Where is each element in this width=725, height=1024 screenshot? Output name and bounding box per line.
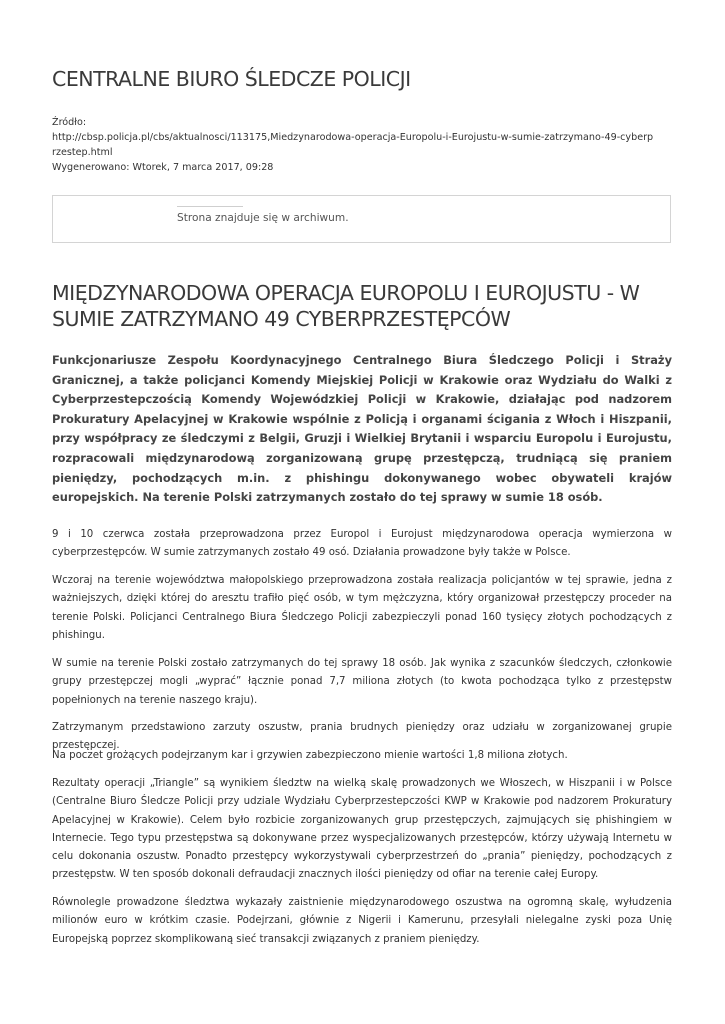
article-paragraph: Równolegle prowadzone śledztwa wykazały zaistnienie międzynarodowego oszustwa na ogromną skalę, wyłudzenia milionów euro w krótkim czasie. Podejrzani, głównie z Nigerii i Kamerunu, przesyłali nielegalne zyski poza Unię Europejską poprzez skomplikowaną sieć transakcji związanych z praniem pieniędzy. [52,897,672,945]
article-paragraph: Rezultaty operacji „Triangle” są wynikiem śledztw na wielką skalę prowadzonych we Włoszech, w Hiszpanii i w Polsce (Centralne Biuro Śledcze Policji przy udziale Wydziału Cyberprzestepczości KWP w Krakowie pod nadzorem Prokuratury Apelacyjnej w Krakowie). Celem było rozbicie zorganizowanych grup przestępczych, zajmujących się phishingiem w Internecie. Tego typu przestępstwa są dokonywane przez wyspecjalizowanych przestępców, którzy używają Internetu w celu dokonania oszustw. Ponadto przestępcy wykorzystywali cyberprzestrzeń do „prania” pieniędzy, pochodzących z przestępstw. W ten sposób dokonali defraudacji znacznych ilości pieniędzy od ofiar na terenie całej Europy. [52,778,672,881]
source-label: Źródło: [52,117,87,128]
site-title: CENTRALNE BIURO ŚLEDCZE POLICJI [52,67,411,91]
article-title: MIĘDZYNARODOWA OPERACJA EUROPOLU I EUROJUSTU - W SUMIE ZATRZYMANO 49 CYBERPRZESTĘPCÓW [52,281,640,331]
article-lead: Funkcjonariusze Zespołu Koordynacyjnego Centralnego Biura Śledczego Policji i Straży Granicznej, a także policjanci Komendy Miejskiej Policji w Krakowie oraz Wydziału do Walki z Cyberprzestepczością Komendy Wojewódzkiej Policji w Krakowie, działając pod nadzorem Prokuratury Apelacyjnej w Krakowie wspólnie z Policją i organami ścigania z Włoch i Hiszpanii, przy współpracy ze śledczymi z Belgii, Gruzji i Wielkiej Brytanii i wsparciu Europolu i Eurojustu, rozpracowali międzynarodową zorganizowaną grupę przestępczą, trudniącą się praniem pieniędzy, pochodzących m.in. z phishingu dokonywanego wobec obywateli krajów europejskich. Na terenie Polski zatrzymanych zostało do tej sprawy w sumie 18 osób. [52,353,672,505]
article-paragraph: 9 i 10 czerwca została przeprowadzona przez Europol i Eurojust międzynarodowa operacja wymierzona w cyberprzestępców. W sumie zatrzymanych zostało 49 osó. Działania prowadzone były także w Polsce. [52,529,672,559]
generated-date: Wygenerowano: Wtorek, 7 marca 2017, 09:28 [52,162,274,173]
article-paragraph: Na poczet grożących podejrzanym kar i grzywien zabezpieczono mienie wartości 1,8 miliona złotych. [52,750,568,761]
document-meta [52,115,674,175]
archive-notice: Strona znajduje się w archiwum. [177,212,349,224]
source-url-line-1: http://cbsp.policja.pl/cbs/aktualnosci/113175,Miedzynarodowa-operacja-Europolu-i-Eurojustu-w-sumie-zatrzymano-49-cyberp [52,132,654,143]
article-paragraph: Zatrzymanym przedstawiono zarzuty oszustw, prania brudnych pieniędzy oraz udziału w zorganizowanej grupie przestępczej. [52,722,672,752]
source-url-line-2: rzestep.html [52,147,113,158]
archive-divider [177,206,243,207]
article-paragraph: Wczoraj na terenie województwa małopolskiego przeprowadzona została realizacja policjantów w tej sprawie, jedna z ważniejszych, dzięki której do aresztu trafiło pięć osób, w tym mężczyzna, który organizował przestępczy proceder na terenie Polski. Policjanci Centralnego Biura Śledczego Policji zabezpieczyli ponad 160 tysięcy złotych pochodzących z phishingu. [52,575,672,641]
archive-notice-box [52,195,671,243]
article-paragraph: W sumie na terenie Polski zostało zatrzymanych do tej sprawy 18 osób. Jak wynika z szacunków śledczych, członkowie grupy przestępczej mogli „wyprać” łącznie ponad 7,7 miliona złotych (to kwota pochodząca tylko z przestępstw popełnionych na terenie naszego kraju). [52,658,672,706]
